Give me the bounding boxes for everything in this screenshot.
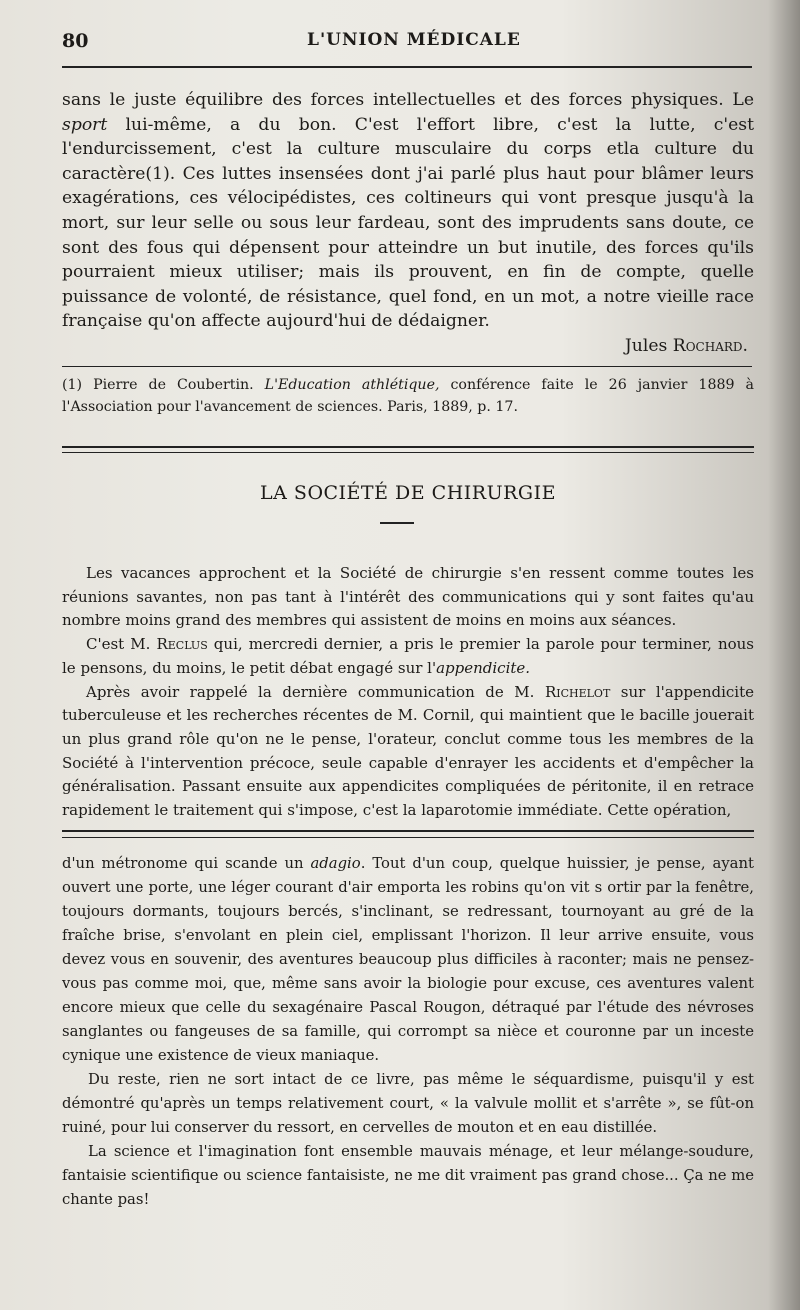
feuilleton-divider: [62, 830, 754, 838]
feuilleton-paragraph: Du reste, rien ne sort intact de ce livre, pas même le séquardisme, puisqu'il y est démontré qu'après un temps relativement court, « la valvule mollit et s'arrête », se fût-on ruiné, pour lui conserver du ressort, en cervelles de mouton et en eau distillée.: [62, 1071, 754, 1136]
author-signature: Jules Rochard.: [624, 335, 748, 356]
running-title: L'UNION MÉDICALE: [307, 30, 521, 50]
title-underline: [380, 522, 414, 524]
header-rule: [62, 66, 752, 68]
footnote: (1) Pierre de Coubertin. L'Education athlétique, conférence faite le 26 janvier 1889 à l'Association pour l'avancement de sciences. Paris, 1889, p. 17.: [62, 377, 754, 415]
feuilleton-paragraph: d'un métronome qui scande un adagio. Tout d'un coup, quelque huissier, je pense, ayant ouvert une porte, une léger courant d'air emporta les robins qu'on vit s ortir par la fenêtre, toujours dormants, toujours bercés, s'inclinant, se redressant, tournoyant au gré de la fraîche brise, s'envolant en plein ciel, emplissant l'horizon. Il leur arrive ensuite, vous devez vous en souvenir, des aventures beaucoup plus difficiles à raconter; mais ne pensez-vous pas comme moi, que, même sans avoir la biologie pour excuse, ces aventures valent encore mieux que celle du sexagénaire Pascal Rougon, détraqué par l'étude des névroses sanglantes ou fangeuses de sa famille, qui corrompt sa nièce et couronne par un inceste cynique une existence de vieux maniaque.: [62, 855, 754, 1064]
article-paragraph: Après avoir rappelé la dernière communication de M. Richelot sur l'appendicite tuberculeuse et les recherches récentes de M. Cornil, qui maintient que le bacille jouerait un plus grand rôle qu'on ne le pense, l'orateur, conclut comme tous les membres de la Société à l'intervention précoce, seule capable d'enrayer les accidents et d'empêcher la généralisation. Passant ensuite aux appendicites compliquées de péritonite, il en retrace rapidement le traitement qui s'impose, c'est la laparotomie immédiate. Cette opération,: [62, 682, 754, 820]
footnote-rule: [62, 366, 752, 367]
page-number: 80: [62, 30, 89, 52]
article-paragraph: C'est M. Reclus qui, mercredi dernier, a pris le premier la parole pour terminer, nous le pensons, du moins, le petit débat engagé sur l'appendicite.: [62, 635, 755, 677]
continued-paragraph: sans le juste équilibre des forces intellectuelles et des forces physiques. Le sport lui-même, a du bon. C'est l'effort libre, c'est la lutte, c'est l'endurcissement, c'est la culture musculaire du corps etla culture du caractère(1). Ces luttes insensées dont j'ai parlé plus haut pour blâmer leurs exagérations, ces vélocipédistes, ces coltineurs qui vont presque jusqu'à la mort, sur leur selle ou sous leur fardeau, sont des imprudents sans doute, ce sont des fous qui dépensent pour atteindre un but inutile, des forces qu'ils pourraient mieux utiliser; mais ils prouvent, en fin de compte, quelle puissance de volonté, de résistance, quel fond, en un mot, a notre vieille race française qu'on affecte aujourd'hui de dédaigner.: [62, 90, 754, 332]
section-divider: [62, 446, 754, 453]
feuilleton-paragraph: La science et l'imagination font ensemble mauvais ménage, et leur mélange-soudure, fantaisie scientifique ou science fantaisiste, ne me dit vraiment pas grand chose... Ça ne me chante pas!: [62, 1143, 754, 1208]
continued-article: [62, 88, 754, 359]
page-header: [62, 30, 760, 60]
article-body: [62, 562, 754, 823]
article-paragraph: Les vacances approchent et la Société de chirurgie s'en ressent comme toutes les réunions savantes, non pas tant à l'intérêt des communications qui y sont faites qu'au nombre moins grand des membres qui assistent de moins en moins aux séances.: [62, 564, 754, 630]
feuilleton-body: [62, 852, 754, 1212]
article-title: LA SOCIÉTÉ DE CHIRURGIE: [260, 482, 556, 504]
